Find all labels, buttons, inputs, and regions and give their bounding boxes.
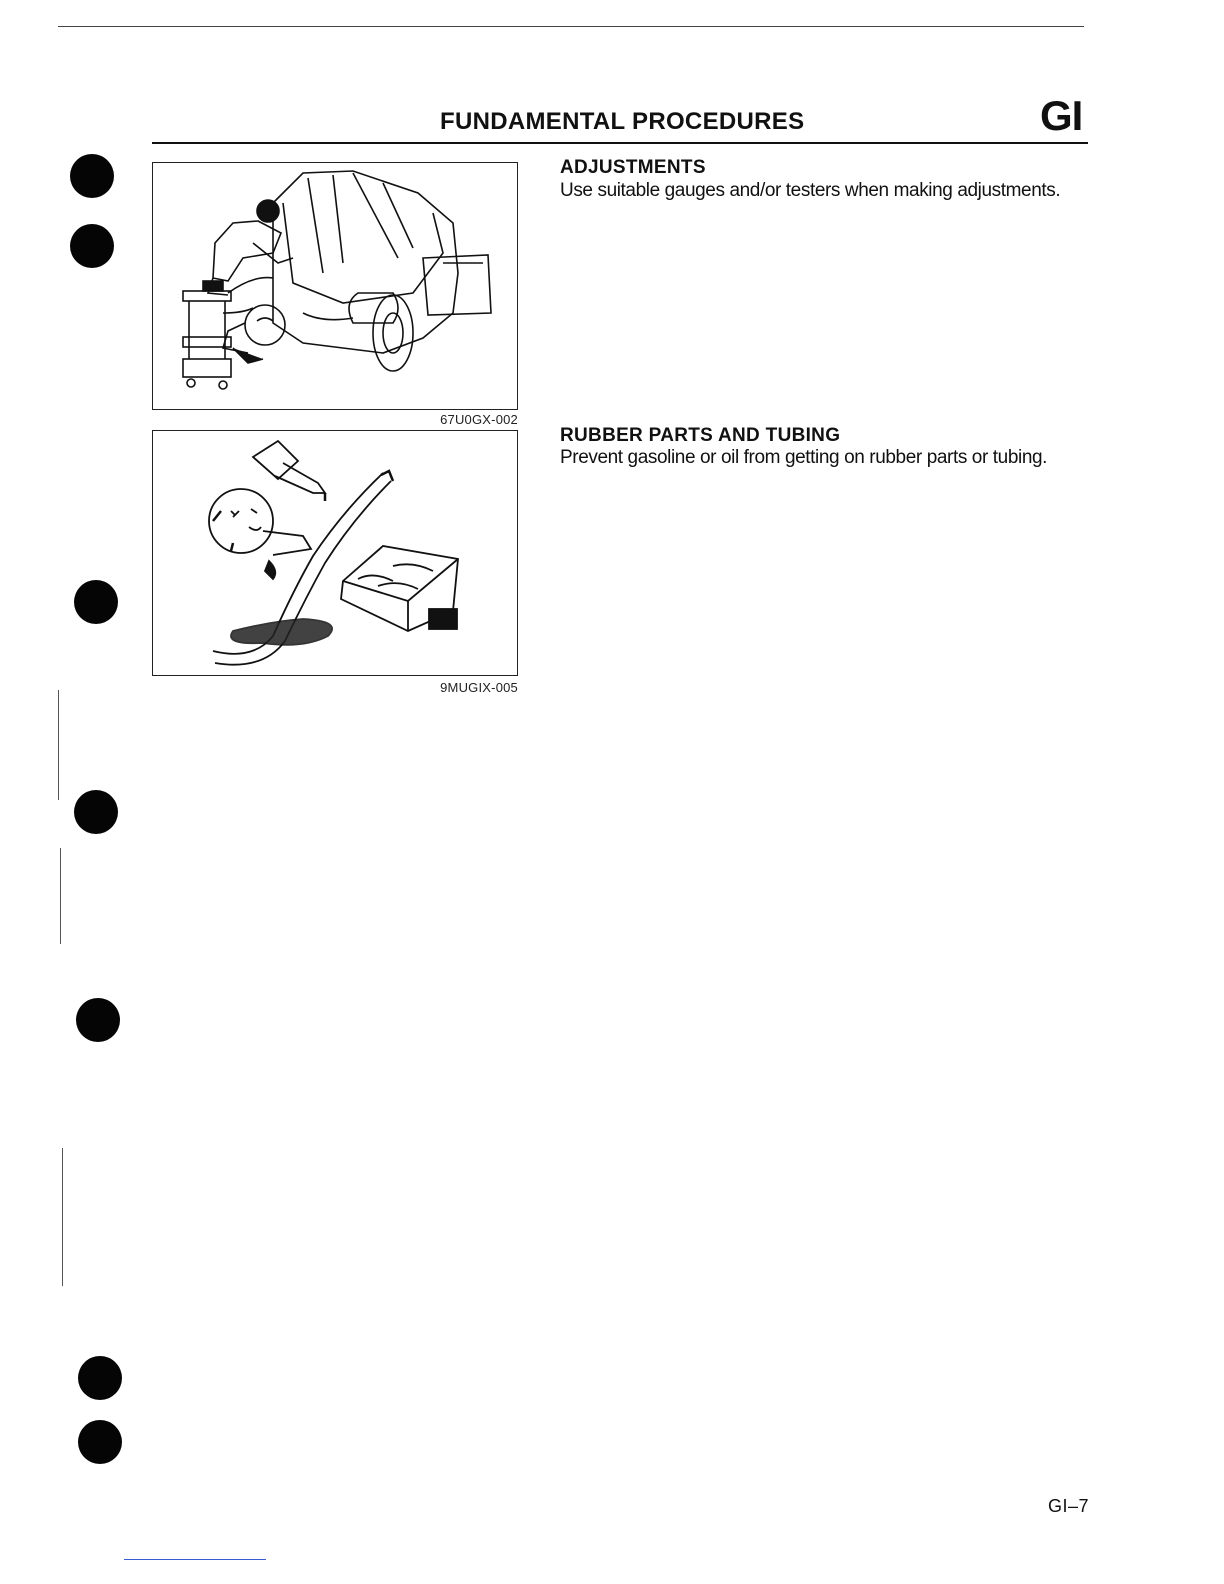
section-heading-rubber-parts: RUBBER PARTS AND TUBING bbox=[560, 425, 841, 446]
binder-hole bbox=[70, 154, 114, 198]
page-number: GI–7 bbox=[1048, 1496, 1090, 1516]
top-rule bbox=[58, 26, 1084, 27]
bottom-link-underline bbox=[124, 1559, 266, 1560]
binder-hole bbox=[74, 580, 118, 624]
page-title: FUNDAMENTAL PROCEDURES bbox=[440, 108, 805, 135]
section-heading-adjustments: ADJUSTMENTS bbox=[560, 157, 706, 178]
section-text-adjustments: Use suitable gauges and/or testers when making adjustments. bbox=[560, 180, 1061, 201]
figure-code: 9MUGIX-005 bbox=[440, 680, 518, 695]
binder-hole bbox=[70, 224, 114, 268]
figure-adjustments bbox=[152, 162, 518, 410]
mechanic-testing-car-illustration bbox=[153, 163, 517, 409]
binder-hole bbox=[74, 790, 118, 834]
section-code: GI bbox=[1040, 92, 1083, 139]
binder-hole bbox=[78, 1356, 122, 1400]
margin-line bbox=[62, 1148, 63, 1286]
rubber-hose-oil-illustration bbox=[153, 431, 517, 675]
binder-hole bbox=[78, 1420, 122, 1464]
binder-hole bbox=[76, 998, 120, 1042]
figure-code: 67U0GX-002 bbox=[440, 412, 518, 427]
figure-rubber-parts bbox=[152, 430, 518, 676]
margin-line bbox=[58, 690, 59, 800]
section-text-rubber-parts: Prevent gasoline or oil from getting on rubber parts or tubing. bbox=[560, 447, 1048, 468]
header-rule bbox=[152, 142, 1088, 144]
margin-line bbox=[60, 848, 61, 944]
